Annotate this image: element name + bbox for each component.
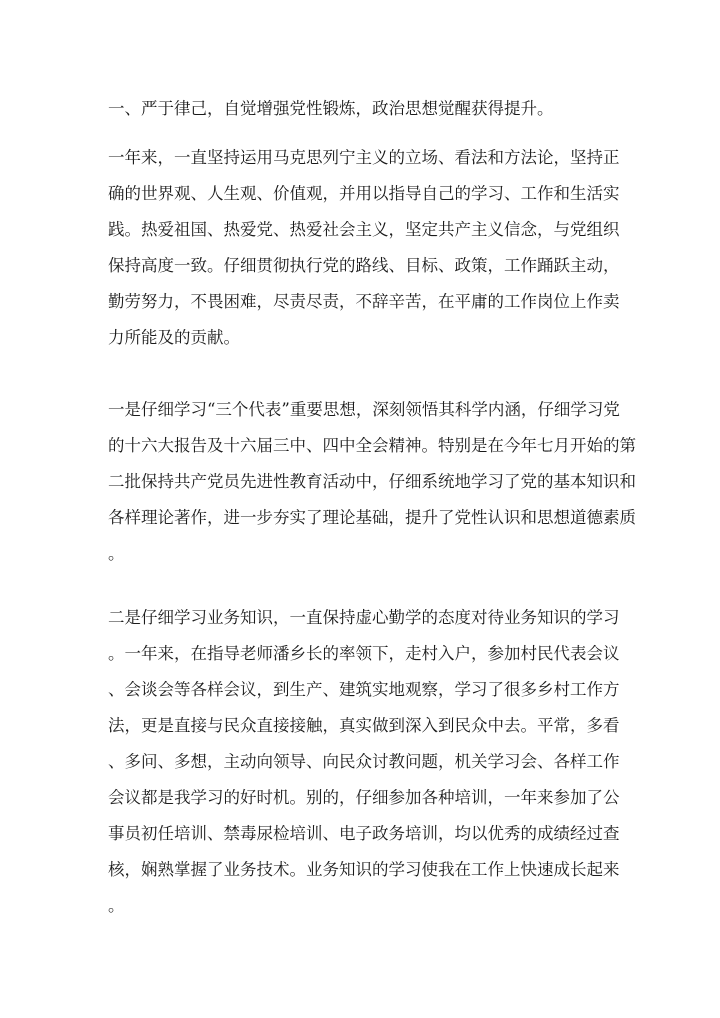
paragraph-line: 。 <box>108 896 125 915</box>
paragraph-line: 、会谈会等各样会议，到生产、建筑实地观察，学习了很多乡村工作方 <box>108 680 620 699</box>
paragraph-intro <box>108 140 620 356</box>
paragraph-line: 践。热爱祖国、热爱党、热爱社会主义，坚定共产主义信念，与党组织 <box>108 220 620 239</box>
paragraph-first-point <box>108 392 636 572</box>
paragraph-line: 保持高度一致。仔细贯彻执行党的路线、目标、政策，工作踊跃主动， <box>108 256 620 275</box>
paragraph-line: 、多问、多想，主动向领导、向民众讨教问题，机关学习会、各样工作 <box>108 752 620 771</box>
paragraph-line: 会议都是我学习的好时机。别的，仔细参加各种培训，一年来参加了公 <box>108 788 620 807</box>
paragraph-line: 一年来，一直坚持运用马克思列宁主义的立场、看法和方法论，坚持正 <box>108 148 620 167</box>
paragraph-line: 。 <box>108 544 125 563</box>
paragraph-line: 二是仔细学习业务知识，一直保持虚心勤学的态度对待业务知识的学习 <box>108 608 620 627</box>
paragraph-line: 力所能及的贡献。 <box>108 328 240 347</box>
paragraph-line: 二批保持共产党员先进性教育活动中，仔细系统地学习了党的基本知识和 <box>108 472 636 491</box>
paragraph-line: 一是仔细学习“三个代表”重要思想，深刻领悟其科学内涵，仔细学习党 <box>108 400 620 419</box>
paragraph-line: 。一年来，在指导老师潘乡长的率领下，走村入户，参加村民代表会议 <box>108 644 620 663</box>
paragraph-line: 法，更是直接与民众直接接触，真实做到深入到民众中去。平常，多看 <box>108 716 620 735</box>
paragraph-line: 的十六大报告及十六届三中、四中全会精神。特别是在今年七月开始的第 <box>108 436 636 455</box>
paragraph-line: 核，娴熟掌握了业务技术。业务知识的学习使我在工作上快速成长起来 <box>108 860 620 879</box>
paragraph-line: 确的世界观、人生观、价值观，并用以指导自己的学习、工作和生活实 <box>108 184 620 203</box>
paragraph-second-point <box>108 600 620 924</box>
section-heading: 一、严于律己，自觉增强党性锻炼，政治思想觉醒获得提升。 <box>108 99 554 118</box>
paragraph-line: 事员初任培训、禁毒尿检培训、电子政务培训，均以优秀的成绩经过查 <box>108 824 620 843</box>
paragraph-line: 各样理论著作，进一步夯实了理论基础，提升了党性认识和思想道德素质 <box>108 508 636 527</box>
paragraph-line: 勤劳努力，不畏困难，尽责尽责，不辞辛苦，在平庸的工作岗位上作卖 <box>108 292 620 311</box>
